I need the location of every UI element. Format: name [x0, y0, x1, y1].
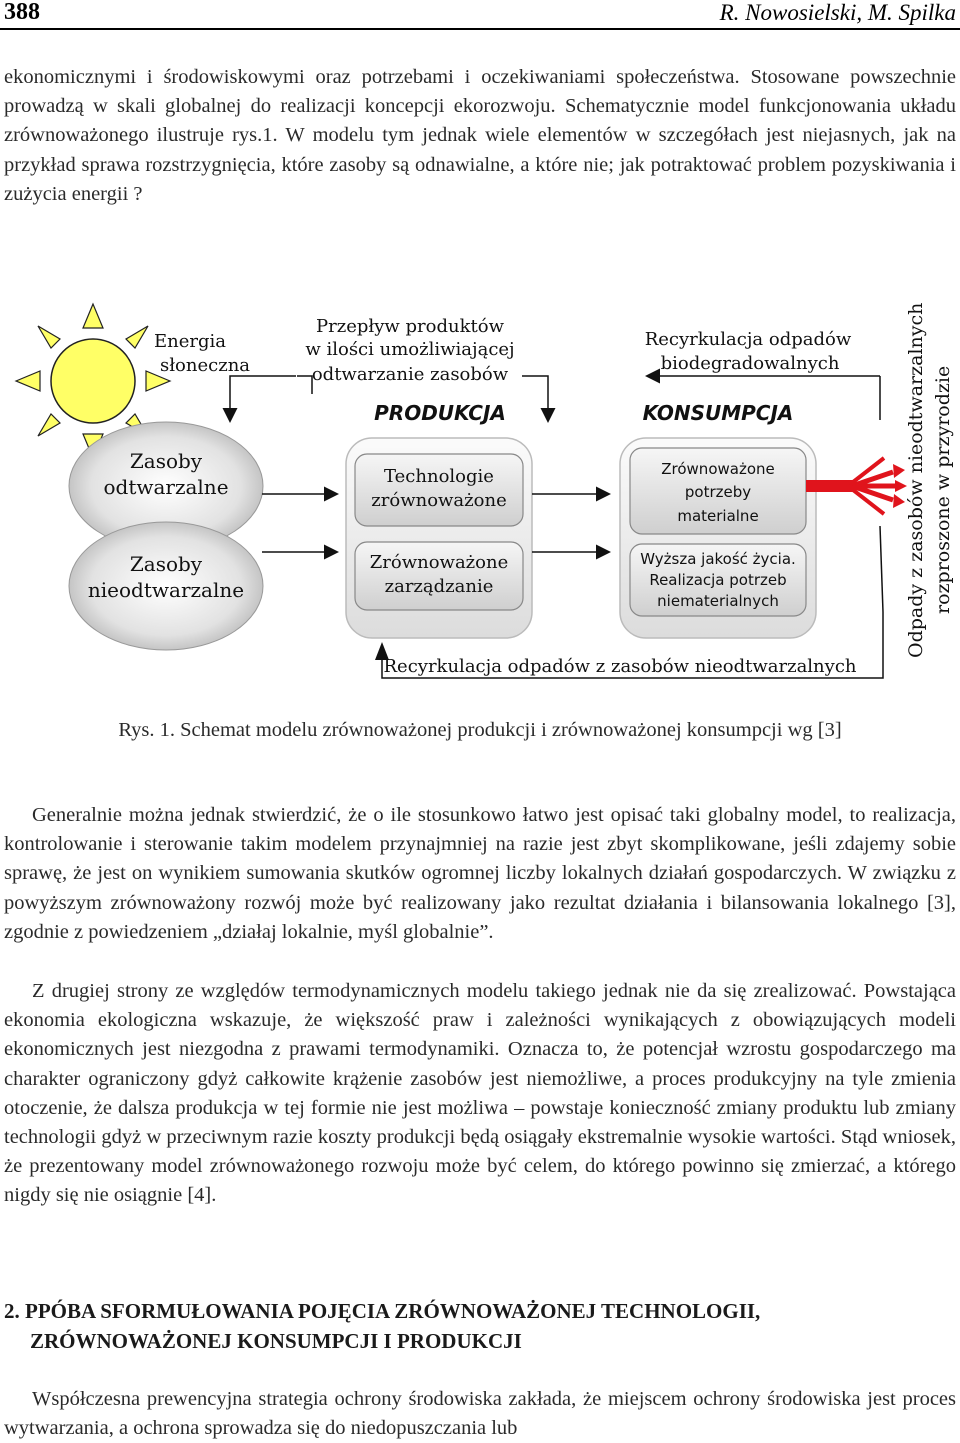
- quality-label-line2: Realizacja potrzeb: [649, 571, 787, 589]
- product-flow-arrow: [230, 376, 296, 420]
- production-title: PRODUKCJA: [374, 401, 506, 425]
- paragraph-generalnie: Generalnie można jednak stwierdzić, że o ile stosunkowo łatwo jest opisać taki globalny model, to realizacja, kontrolowanie i sterowanie takim modelem przynajmniej na razie jest zbyt skomplikowane, jeśli zdajemy sobie sprawę, że jest on wynikiem sumowania skutków ogromnej liczby lokalnych działań gospodarczych. W związku z powyższym zrównoważony rozwój może być realizowany jako rezultat działania i bilansowania lokalnego [3], zgodnie z powiedzeniem „działaj lokalnie, myśl globalnie”.: [4, 804, 956, 943]
- technologies-label-line2: zrównoważone: [371, 490, 507, 511]
- page-number: 388: [4, 0, 40, 25]
- energy-label-line2: słoneczna: [159, 355, 251, 376]
- renewable-label-line2: odtwarzalne: [103, 475, 229, 499]
- paragraph-termodynamika: Z drugiej strony ze względów termodynamicznych modelu takiego jednak nie da się zrealizować. Powstająca ekonomia ekologiczna wskazuje, że większość praw i zależności wynikających z obowiązujących modeli ekonomicznych jest niezgodna z prawami termodynamiki. Oznacza to, że potencjał wzrostu gospodarczego ma charakter ograniczony gdyż całkowite krążenie zasobów jest niemożliwe, a proces produkcyjny na tyle zmienia otoczenie, że dalsza produkcja w tej formie nie jest możliwa – powstaje konieczność zmiany produktu lub zmiany technologii gdyż w przeciwnym razie koszty produkcji będą osiągały ekstremalnie wysokie wartości. Stąd wniosek, że prezentowany model zrównoważonego rozwoju może być celem, do którego powinno się zmierzać, a którego nigdy się nie osiągnie [4].: [4, 980, 956, 1207]
- needs-label-line1: Zrównoważone: [661, 460, 775, 478]
- management-label-line2: zarządzanie: [384, 576, 494, 597]
- quality-label-line3: niematerialnych: [657, 592, 779, 610]
- energy-label-line1: Energia: [154, 331, 226, 352]
- product-flow-label-line3: odtwarzanie zasobów: [311, 364, 509, 385]
- consumption-title: KONSUMPCJA: [642, 401, 794, 425]
- biodegradable-recycling-label-line1: Recyrkulacja odpadów: [644, 329, 852, 350]
- nonrenewable-label-line2: nieodtwarzalne: [87, 578, 245, 602]
- management-label-line1: Zrównoważone: [369, 552, 509, 573]
- needs-label-line3: materialne: [677, 507, 759, 525]
- waste-dispersal-arrows: [806, 458, 907, 514]
- technologies-label-line1: Technologie: [384, 466, 494, 487]
- section-heading-line1: 2. PPÓBA SFORMUŁOWANIA POJĘCIA ZRÓWNOWAŻONEJ TECHNOLOGII,: [4, 1299, 761, 1323]
- figure-caption: Rys. 1. Schemat modelu zrównoważonej produkcji i zrównoważonej konsumpcji wg [3]: [118, 719, 842, 741]
- running-header-authors: R. Nowosielski, M. Spilka: [719, 0, 956, 25]
- nonrenewable-label-line1: Zasoby: [129, 552, 203, 576]
- running-header: [0, 0, 960, 30]
- quality-label-line1: Wyższa jakość życia.: [640, 550, 796, 568]
- section-heading: [4, 1296, 956, 1356]
- section-heading-line2: ZRÓWNOWAŻONEJ KONSUMPCJI I PRODUKCJI: [30, 1329, 522, 1353]
- waste-label-line2: rozproszone w przyrodzie: [932, 365, 954, 614]
- figure-diagram: [0, 296, 960, 690]
- product-flow-label-line2: w ilości umożliwiającej: [305, 339, 515, 360]
- renewable-label-line1: Zasoby: [129, 449, 203, 473]
- biodegradable-recycling-label-line2: biodegradowalnych: [660, 353, 840, 374]
- product-flow-label-line1: Przepływ produktów: [316, 316, 504, 337]
- paragraph-strategia: Współczesna prewencyjna strategia ochrony środowiska zakłada, że miejscem ochrony środowiska jest proces wytwarzania, a ochrona sprowadza się do niedopuszczania lub: [4, 1388, 956, 1440]
- needs-label-line2: potrzeby: [684, 483, 752, 501]
- paragraph-intro: ekonomicznymi i środowiskowymi oraz potrzebami i oczekiwaniami społeczeństwa. Stosowane powszechnie prowadzą w skali globalnej do realizacji koncepcji ekorozwoju. Schematycznie model funkcjonowania układu zrównoważonego ilustruje rys.1. W modelu tym jednak wiele elementów w szczegółach jest niejasnych, jak na przykład sprawa rozstrzygnięcia, które zasoby są odnawialne, a które nie; jak potraktować problem pozyskiwania i zużycia energii ?: [4, 66, 956, 205]
- nonrenewable-recycling-label: Recyrkulacja odpadów z zasobów nieodtwarzalnych: [383, 656, 857, 677]
- waste-label-line1: Odpady z zasobów nieodtwarzalnych: [905, 302, 927, 658]
